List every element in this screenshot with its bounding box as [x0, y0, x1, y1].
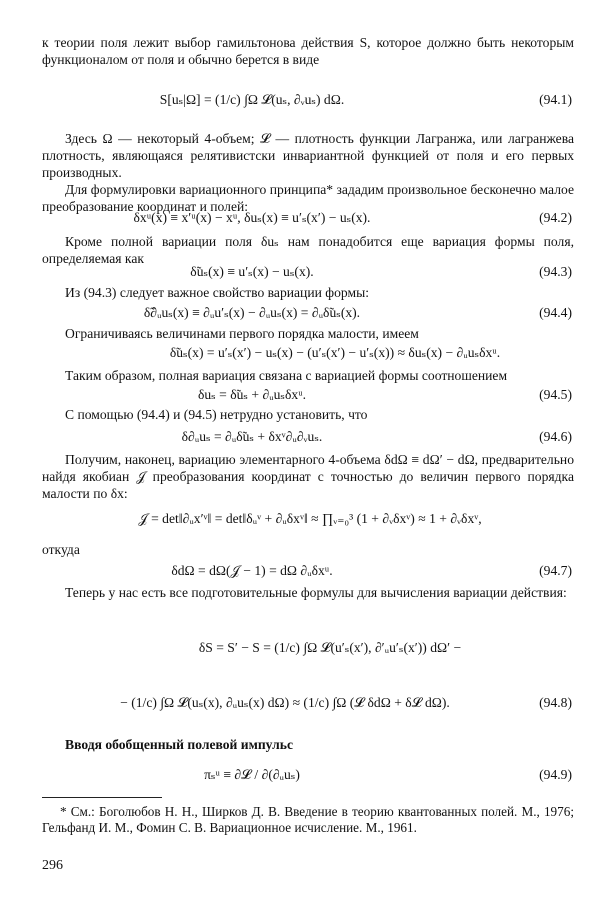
- paragraph-momentum: Вводя обобщенный полевой импульс: [65, 737, 293, 752]
- equation-number-94-8: (94.8): [539, 695, 572, 710]
- paragraph-lagrangian-density: Здесь Ω — некоторый 4-объем; 𝓛 — плотность функции Лагранжа, или лагранжева плотность, являющаяся релятивистски инвариантной функцией от поля и его первых производных.: [42, 131, 574, 180]
- paragraph-property: Из (94.3) следует важное свойство вариации формы:: [65, 285, 369, 300]
- equation-number-94-2: (94.2): [539, 210, 572, 225]
- equation-number-94-5: (94.5): [539, 387, 572, 402]
- equation-number-94-9: (94.9): [539, 767, 572, 782]
- paragraph-establish: С помощью (94.4) и (94.5) нетрудно установить, что: [65, 407, 368, 422]
- equation-number-94-6: (94.6): [539, 429, 572, 444]
- footnote: * См.: Боголюбов Н. Н., Ширков Д. В. Введение в теорию квантованных полей. М., 1976; Гельфанд И. М., Фомин С. В. Вариационное исчисление. М., 1961.: [42, 804, 574, 835]
- equation-number-94-3: (94.3): [539, 264, 572, 279]
- paragraph-preparatory: Теперь у нас есть все подготовительные формулы для вычисления вариации действия:: [65, 585, 567, 600]
- paragraph-volume-variation: Получим, наконец, вариацию элементарного 4-объема δdΩ ≡ dΩ′ − dΩ, предварительно найдя якобиан 𝒥 преобразования координат с точностью до величин первого порядка малости по δx:: [42, 452, 574, 501]
- paragraph-form-variation: Кроме полной вариации поля δuₛ нам понадобится еще вариация формы поля, определяемая как: [42, 234, 574, 266]
- equation-jacobian: 𝒥 = det‖∂ᵤx′ᵛ‖ = det‖δᵤᵛ + ∂ᵤδxᵛ‖ ≈ ∏ᵥ₌₀³ (1 + ∂ᵥδxᵛ) ≈ 1 + ∂ᵥδxᵛ,: [138, 511, 482, 526]
- equation-94-8-line-2: − (1/c) ∫Ω 𝓛(uₛ(x), ∂ᵤuₛ(x) dΩ) ≈ (1/c) ∫Ω (𝓛 δdΩ + δ𝓛 dΩ).: [120, 695, 450, 710]
- equation-94-2: δxᵘ(x) ≡ x′ᵘ(x) − xᵘ, δuₛ(x) ≡ u′ₛ(x′) − uₛ(x).: [133, 210, 371, 225]
- equation-number-94-4: (94.4): [539, 305, 572, 320]
- equation-number-94-1: (94.1): [539, 92, 572, 107]
- paragraph-variational-principle: Для формулировки вариационного принципа* зададим произвольное бесконечно малое преобразование координат и полей:: [42, 182, 574, 214]
- paragraph-whence: откуда: [42, 542, 80, 557]
- equation-94-6: δ∂ᵤuₛ = ∂ᵤδ̃uₛ + δxᵛ∂ᵤ∂ᵥuₛ.: [181, 429, 323, 444]
- footnote-rule: [42, 797, 162, 798]
- paragraph-intro: к теории поля лежит выбор гамильтонова действия S, которое должно быть некоторым функционалом от поля и обычно берется в виде: [42, 35, 574, 67]
- equation-94-7: δdΩ = dΩ(𝒥 − 1) = dΩ ∂ᵤδxᵘ.: [171, 563, 333, 578]
- paragraph-relation: Таким образом, полная вариация связана с вариацией формы соотношением: [65, 368, 508, 383]
- equation-94-8-line-1: δS = S′ − S = (1/c) ∫Ω 𝓛(u′ₛ(x′), ∂′ᵤu′ₛ(x′)) dΩ′ −: [198, 640, 462, 655]
- equation-expansion: δ̃uₛ(x) = u′ₛ(x′) − uₛ(x) − (u′ₛ(x′) − u′ₛ(x)) ≈ δuₛ(x) − ∂ᵤuₛδxᵘ.: [169, 345, 501, 360]
- equation-94-5: δuₛ = δ̃uₛ + ∂ᵤuₛδxᵘ.: [197, 387, 307, 402]
- equation-number-94-7: (94.7): [539, 563, 572, 578]
- paragraph-first-order: Ограничиваясь величинами первого порядка малости, имеем: [65, 326, 419, 341]
- equation-94-4: δ̃∂ᵤuₛ(x) ≡ ∂ᵤu′ₛ(x) − ∂ᵤuₛ(x) = ∂ᵤδ̃uₛ(x).: [143, 305, 361, 320]
- page-number: 296: [42, 858, 63, 873]
- equation-94-3: δ̃uₛ(x) ≡ u′ₛ(x) − uₛ(x).: [190, 264, 314, 279]
- equation-94-1: S[uₛ|Ω] = (1/c) ∫Ω 𝓛(uₛ, ∂ᵥuₛ) dΩ.: [159, 92, 345, 107]
- equation-94-9: πₛᵘ ≡ ∂𝓛 / ∂(∂ᵤuₛ): [204, 767, 300, 782]
